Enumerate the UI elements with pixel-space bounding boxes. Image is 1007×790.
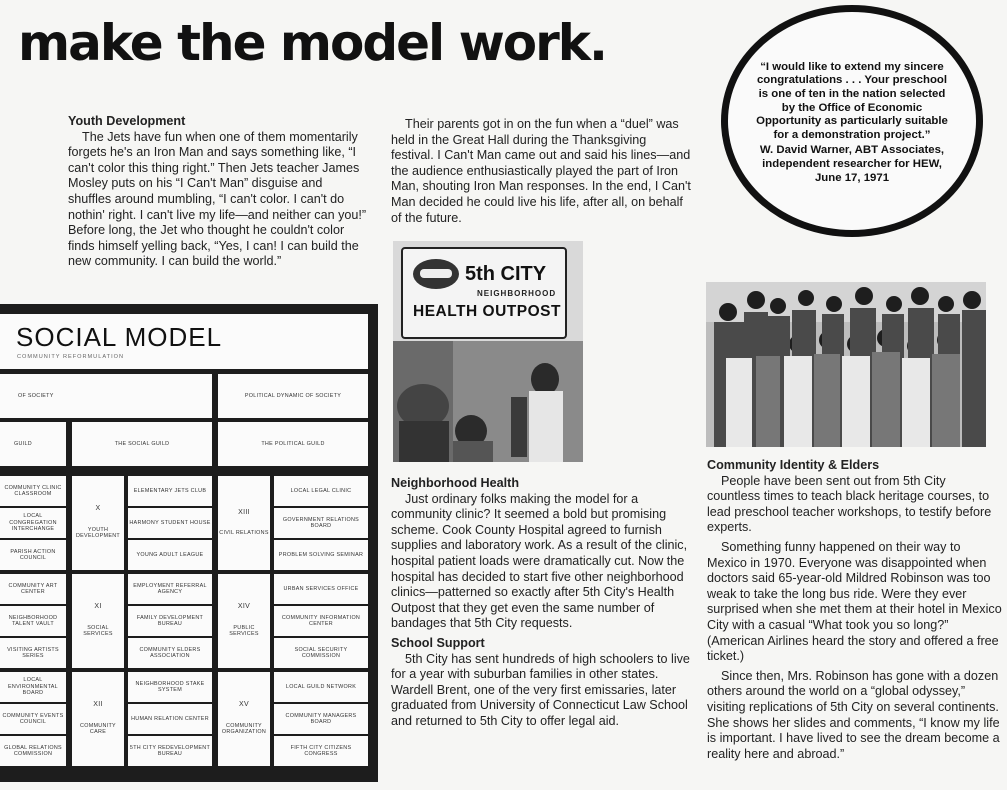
model-group-community-organization: [218, 672, 270, 766]
model-row1-left: OF SOCIETY: [0, 374, 212, 418]
model-group-name: CIVIL RELATIONS: [219, 530, 269, 536]
model-group-name: YOUTH DEVELOPMENT: [75, 526, 121, 540]
community-p1: People have been sent out from 5th City countless times to teach black heritage courses, to lead preschool teacher workshops, to testify before experts.: [707, 473, 992, 535]
model-left-cell: PARISH ACTION COUNCIL: [0, 540, 66, 570]
model-right-cell: URBAN SERVICES OFFICE: [274, 574, 368, 604]
health-school-section: [391, 476, 693, 734]
elders-group-photo: [706, 282, 986, 447]
model-group-social-services: [72, 574, 124, 668]
community-identity-section: [707, 458, 1002, 766]
model-group-numeral: X: [95, 505, 101, 513]
model-group-numeral: XIII: [238, 508, 250, 516]
model-subtitle: COMMUNITY REFORMULATION: [17, 354, 125, 360]
sign-line-2: NEIGHBORHOOD: [477, 289, 557, 298]
model-left-cell: COMMUNITY EVENTS COUNCIL: [0, 704, 66, 734]
health-outpost-photo: [393, 241, 583, 462]
model-group-numeral: XI: [94, 603, 102, 611]
model-mid-cell: HARMONY STUDENT HOUSE: [128, 508, 212, 538]
health-body: Just ordinary folks making the model for a community clinic? It seemed a bold but promising scheme. Cook County Hospital agreed to furnish supplies and laboratory work. As a result of the clinic, hospital patient loads were dramatically cut. Now the hospital has decided to start five other neighborhood clinics—patterned so exactly after 5th City's Health Outpost that they get even the same number of bandages that 5th City requests.: [391, 491, 688, 631]
model-mid-cell: 5TH CITY REDEVELOPMENT BUREAU: [128, 736, 212, 766]
model-group-youth: [72, 476, 124, 570]
model-mid-cell: YOUNG ADULT LEAGUE: [128, 540, 212, 570]
health-heading: Neighborhood Health: [391, 476, 520, 490]
model-right-cell: LOCAL LEGAL CLINIC: [274, 476, 368, 506]
headline: make the model work.: [18, 14, 607, 72]
community-heading: Community Identity & Elders: [707, 458, 880, 472]
parents-section: [391, 117, 691, 230]
youth-heading: Youth Development: [68, 114, 186, 128]
model-right-cell: COMMUNITY INFORMATION CENTER: [274, 606, 368, 636]
model-left-cell: GLOBAL RELATIONS COMMISSION: [0, 736, 66, 766]
youth-development-section: [68, 114, 368, 274]
model-right-cell: COMMUNITY MANAGERS BOARD: [274, 704, 368, 734]
model-group-name: SOCIAL SERVICES: [83, 624, 113, 638]
model-mid-cell: HUMAN RELATION CENTER: [128, 704, 212, 734]
model-group-numeral: XII: [93, 701, 103, 709]
model-group-name: PUBLIC SERVICES: [229, 624, 259, 638]
sign-line-3: HEALTH OUTPOST: [413, 303, 561, 320]
quote-attribution: W. David Warner, ABT Associates, independent researcher for HEW, June 17, 1971: [759, 144, 945, 184]
model-right-cell: LOCAL GUILD NETWORK: [274, 672, 368, 702]
model-group-numeral: XV: [239, 701, 249, 709]
community-p2: Something funny happened on their way to Mexico in 1970. Everyone was disappointed when doctors said 65-year-old Mildred Robinson was too weak to take the long bus ride. Were they ever surprised when she met them at their hotel in Mexico City with a casual “What took you so long?” (American Airlines heard the story and offered a free ticket.): [707, 539, 1002, 664]
model-title-block: [0, 314, 368, 369]
youth-body: The Jets have fun when one of them momentarily forgets he's an Iron Man and says something like, “I can't color this thing right.” Then Jets teacher James Mosley puts on his “I Can't Man” disguise and shuffles around mumbling, “I can't color. I can't do nothin' right. I can't live my life—and neither can you!” Before long, the Jet who thought he couldn't color finds himself yelling back, “Yes, I can! I can build the new community. I can build the world.”: [68, 129, 367, 269]
model-mid-cell: COMMUNITY ELDERS ASSOCIATION: [128, 638, 212, 668]
model-left-cell: LOCAL ENVIRONMENTAL BOARD: [0, 672, 66, 702]
model-right-cell: GOVERNMENT RELATIONS BOARD: [274, 508, 368, 538]
community-p3: Since then, Mrs. Robinson has gone with a dozen others around the world on a “global odyssey,” visiting replications of 5th City on several continents. She shows her slides and comments, “I know my life is important. I have lived to see the dream become a reality here and abroad.”: [707, 668, 1000, 761]
sign-line-1: 5th CITY: [465, 263, 547, 285]
sign-logo-icon: [413, 259, 459, 289]
model-group-numeral: XIV: [237, 603, 251, 611]
model-mid-cell: EMPLOYMENT REFERRAL AGENCY: [128, 574, 212, 604]
health-outpost-sign: [401, 247, 567, 339]
model-right-cell: SOCIAL SECURITY COMMISSION: [274, 638, 368, 668]
model-guild-right: THE POLITICAL GUILD: [218, 422, 368, 466]
model-guild-mid: THE SOCIAL GUILD: [72, 422, 212, 466]
quote-circle: [721, 5, 983, 237]
model-left-cell: VISITING ARTISTS SERIES: [0, 638, 66, 668]
model-group-community-care: [72, 672, 124, 766]
model-left-cell: NEIGHBORHOOD TALENT VAULT: [0, 606, 66, 636]
quote-text: “I would like to extend my sincere congratulations . . . Your preschool is one of ten in the nation selected by the Office of Economic Opportunity as particularly suitable for a demonstration project.”: [756, 60, 948, 141]
school-heading: School Support: [391, 635, 485, 650]
model-right-cell: FIFTH CITY CITIZENS CONGRESS: [274, 736, 368, 766]
model-left-cell: LOCAL CONGREGATION INTERCHANGE: [0, 508, 66, 538]
model-right-cell: PROBLEM SOLVING SEMINAR: [274, 540, 368, 570]
model-mid-cell: NEIGHBORHOOD STAKE SYSTEM: [128, 672, 212, 702]
model-mid-cell: ELEMENTARY JETS CLUB: [128, 476, 212, 506]
model-row1-right: POLITICAL DYNAMIC OF SOCIETY: [218, 374, 368, 418]
model-mid-cell: FAMILY DEVELOPMENT BUREAU: [128, 606, 212, 636]
model-title: SOCIAL MODEL: [16, 322, 223, 352]
model-left-cell: COMMUNITY CLINIC CLASSROOM: [0, 476, 66, 506]
model-group-name: COMMUNITY CARE: [80, 722, 116, 736]
social-model-chart: [0, 304, 378, 782]
model-group-civil-relations: [218, 476, 270, 570]
model-left-cell: COMMUNITY ART CENTER: [0, 574, 66, 604]
school-body: 5th City has sent hundreds of high schoolers to live for a year with suburban families in other states. Wardell Brent, one of the very first emissaries, later graduated from University of Connecticut Law School and returned to 5th City to offer legal aid.: [391, 651, 690, 728]
model-guild-left: GUILD: [0, 422, 66, 466]
model-group-name: COMMUNITY ORGANIZATION: [221, 722, 267, 736]
model-group-public-services: [218, 574, 270, 668]
parents-body: Their parents got in on the fun when a “duel” was held in the Great Hall during the Thanksgiving festival. I Can't Man came out and said his lines—and the audience enthusiastically played the part of Iron Man, shouting Iron Man responses. In the end, I Can't Man decided he could live his life, after all, on behalf of the future.: [391, 117, 691, 225]
